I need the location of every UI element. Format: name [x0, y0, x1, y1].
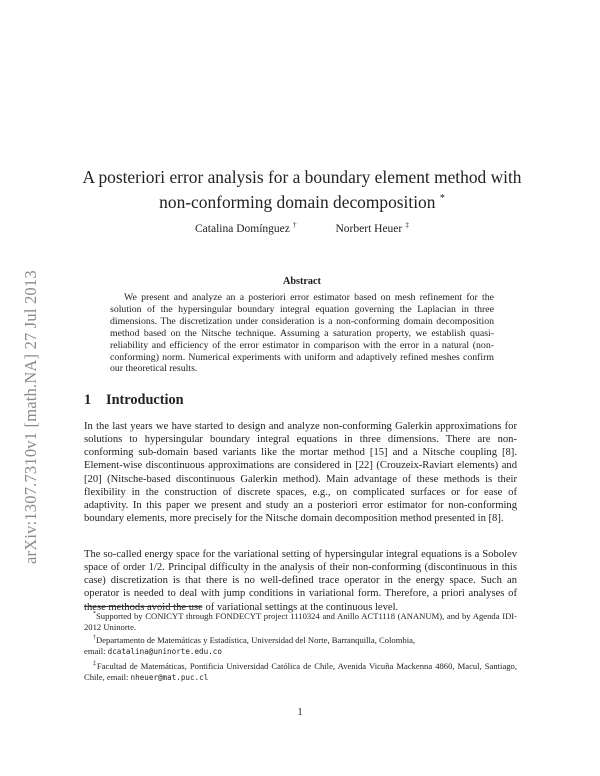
author-affiliation-mark: †: [292, 220, 297, 229]
intro-paragraph-1: In the last years we have started to design and analyze non-conforming Galerkin approximations for solutions to hypersingular boundary integral equations in three dimensions. There are non-conforming sub-domain based variants like the mortar method [15] and a Nitsche coupling [8]. Element-wise discontinuous approximations are considered in [22] (Crouzeix-Raviart elements) and [20] (Nitsche-based discontinuous Galerkin method). Main advantage of these methods is their flexibility in the construction of discrete spaces, e.g., on complicated surfaces or for ease of adaptivity. In this paper we present and study an a posteriori error estimator for non-conforming boundary elements, more precisely for the Nitsche domain decomposition method presented in [8].: [84, 421, 517, 525]
footnote-text: Facultad de Matemáticas, Pontificia Universidad Católica de Chile, Avenida Vicuña Mackenna 4860, Macul, Santiago, Chile, email:: [84, 660, 518, 682]
email-link-heuer[interactable]: nheuer@mat.puc.cl: [130, 672, 209, 682]
section-title: Introduction: [106, 392, 184, 408]
footnote-email-label: email:: [84, 646, 108, 657]
footnote-affiliation-heuer: [84, 659, 517, 683]
author-name: Catalina Domínguez: [195, 222, 290, 235]
author-name: Norbert Heuer: [335, 222, 403, 235]
footnote-mark: ‡: [93, 660, 97, 667]
footnote-divider: [84, 606, 201, 607]
abstract-text: We present and analyze an a posteriori error estimator based on mesh refinement for the solution of the hypersingular boundary integral equation governing the Laplacian in three dimensions. The discretization under consideration is a non-conforming domain decomposition method based on the Nitsche technique. Assuming a saturation property, we establish quasi-reliability and efficiency of the error estimator in comparison with the error in a natural (non-conforming) norm. Numerical experiments with uniform and adaptively refined meshes confirm our theoretical results.: [110, 292, 494, 375]
arxiv-identifier-stamp: arXiv:1307.7310v1 [math.NA] 27 Jul 2013: [21, 270, 40, 564]
author-dominguez: [195, 220, 297, 235]
title-line-2-text: non-conforming domain decomposition: [159, 191, 436, 212]
title-line-2: [80, 188, 524, 213]
section-number: 1: [84, 392, 92, 408]
page-number: 1: [297, 707, 303, 718]
footnote-mark: †: [93, 635, 96, 642]
footnote-mark: *: [93, 611, 96, 617]
footnote-funding: [84, 609, 517, 632]
paper-title: [80, 166, 524, 213]
footnote-text: Supported by CONICYT through FONDECYT project 1110324 and Anillo ACT1118 (ANANUM), and by Agenda IDI-2012 Uninorte.: [84, 610, 517, 632]
abstract-heading: Abstract: [283, 276, 321, 287]
email-link-dominguez[interactable]: dcatalina@uninorte.edu.co: [107, 647, 222, 657]
footnotes: [84, 609, 517, 683]
author-list: [80, 220, 524, 235]
intro-paragraph-2: The so-called energy space for the variational setting of hypersingular integral equations is a Sobolev space of order 1/2. Principal difficulty in the analysis of their non-conforming (discontinuous in this case) discretization is that there is no well-defined trace operator in the energy space. Such an operator is needed to deal with jump conditions in variational form. Therefore, a priori analyses of these methods avoid the use of variational settings at the continuous level.: [84, 549, 517, 613]
title-line-1: A posteriori error analysis for a boundary element method with: [82, 167, 522, 187]
footnote-text: Departamento de Matemáticas y Estadística, Universidad del Norte, Barranquilla, Colombia,: [96, 635, 416, 646]
author-affiliation-mark: ‡: [405, 220, 409, 229]
author-heuer: [336, 220, 409, 235]
footnote-affiliation-dominguez: [84, 633, 517, 657]
section-heading-introduction: [84, 392, 184, 409]
title-footnote-mark: *: [439, 193, 445, 204]
